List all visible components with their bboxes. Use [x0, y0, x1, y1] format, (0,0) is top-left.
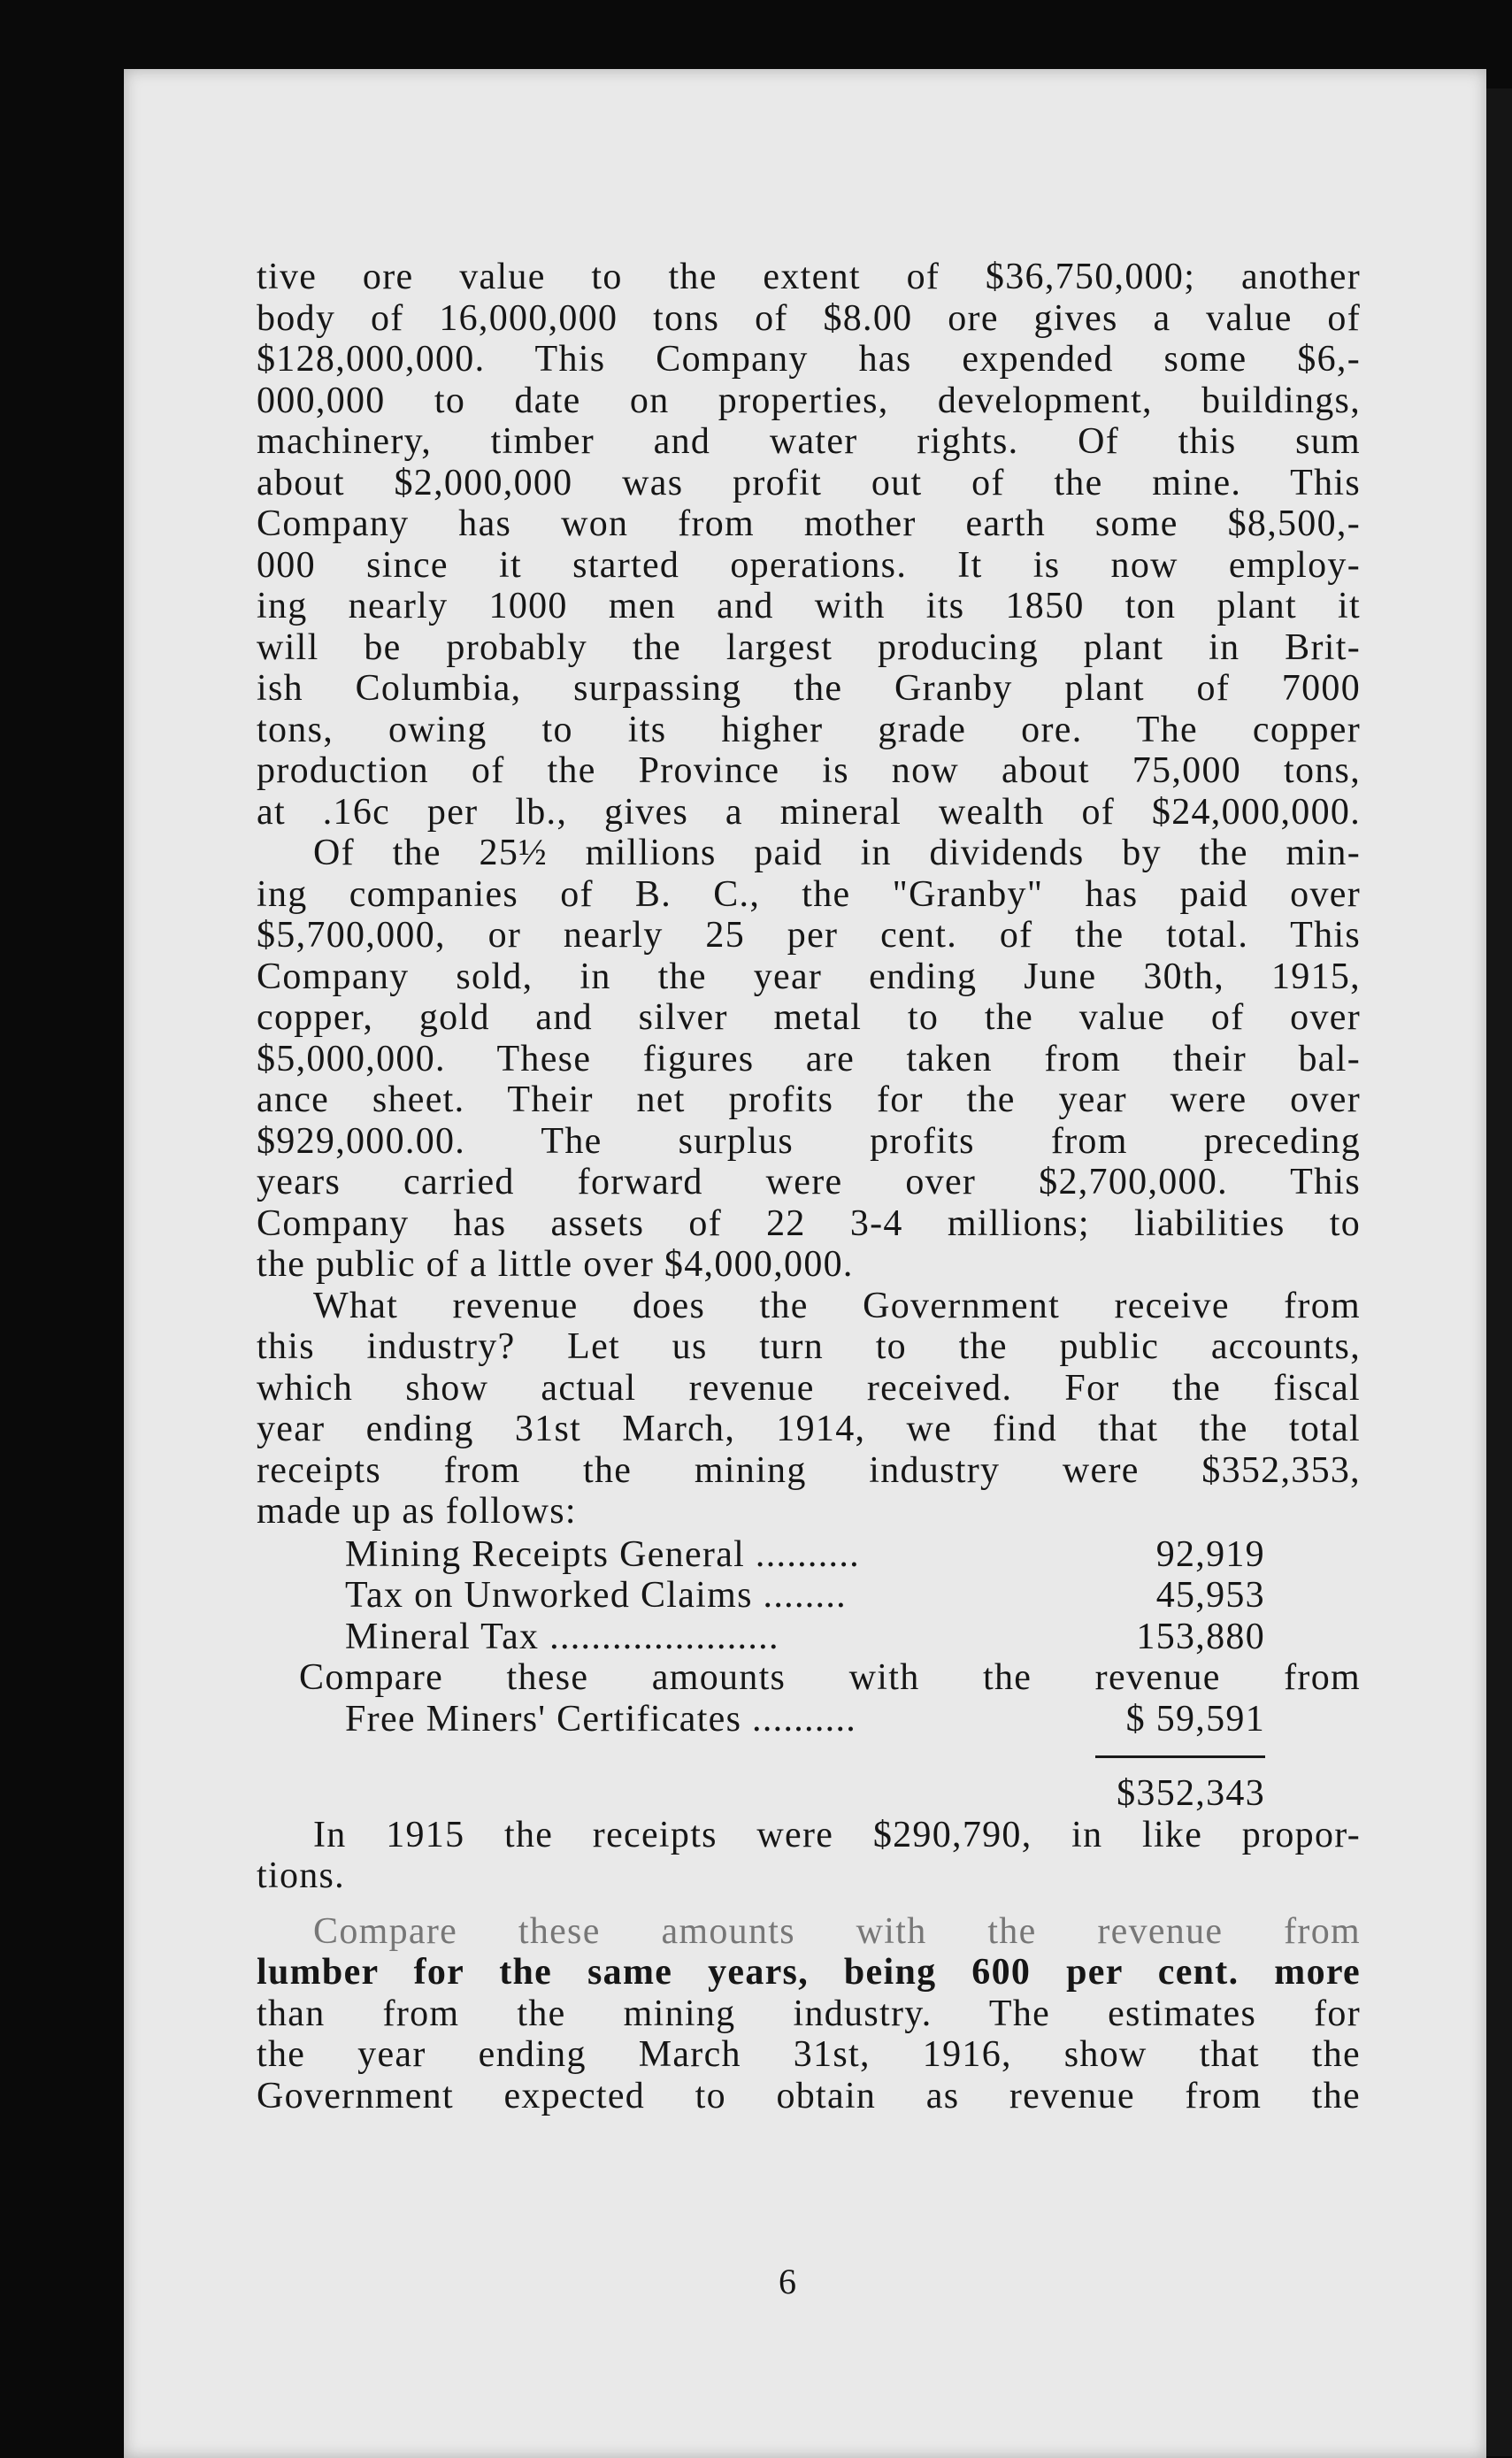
receipt-label: Mineral Tax ......................	[345, 1616, 779, 1657]
text-line: tons, owing to its higher grade ore. The copper	[257, 709, 1361, 750]
text-line: than from the mining industry. The estimates for	[257, 1993, 1361, 2034]
text-line: lumber for the same years, being 600 per cent. more	[257, 1952, 1361, 1993]
text-line: Company sold, in the year ending June 30th, 1915,	[257, 956, 1361, 997]
total-amount: $352,343	[1117, 1773, 1265, 1814]
text-line: Company has won from mother earth some $8,500,-	[257, 503, 1361, 544]
text-line: production of the Province is now about 75,000 tons,	[257, 750, 1361, 791]
paragraph-3	[257, 1286, 1361, 1532]
receipt-label: Free Miners' Certificates ..........	[345, 1698, 857, 1740]
receipt-label: Tax on Unworked Claims ........	[345, 1575, 847, 1616]
text-line: body of 16,000,000 tons of $8.00 ore gives a value of	[257, 297, 1361, 339]
paragraph-5	[257, 1911, 1361, 2117]
receipt-amount: 153,880	[1136, 1616, 1265, 1657]
text-line: Compare these amounts with the revenue from	[313, 1910, 1361, 1952]
text-line: Of the 25½ millions paid in dividends by the min-	[313, 833, 1361, 873]
paragraph-1	[257, 257, 1361, 833]
receipt-amount: 92,919	[1155, 1533, 1265, 1575]
text-line: made up as follows:	[257, 1491, 577, 1532]
compare-row	[257, 1657, 1361, 1699]
text-line: tive ore value to the extent of $36,750,000; another	[257, 257, 1361, 297]
receipt-row	[257, 1617, 1361, 1658]
text-line: will be probably the largest producing plant in Brit-	[257, 626, 1361, 668]
text-line: What revenue does the Government receive from	[313, 1285, 1361, 1326]
text-line: $929,000.00. The surplus profits from preceding	[257, 1120, 1361, 1162]
text-line: which show actual revenue received. For the fiscal	[257, 1367, 1361, 1409]
receipt-row	[257, 1699, 1361, 1740]
compare-label: Compare these amounts with the revenue from	[299, 1657, 1361, 1698]
text-line: at .16c per lb., gives a mineral wealth of $24,000,000.	[257, 791, 1361, 833]
sum-rule	[257, 1740, 1361, 1766]
text-line: tions.	[257, 1855, 345, 1896]
receipt-amount: $ 59,591	[1125, 1698, 1265, 1740]
page-number: 6	[779, 2262, 796, 2301]
paragraph-2	[257, 833, 1361, 1286]
text-line: In 1915 the receipts were $290,790, in like propor-	[313, 1814, 1361, 1855]
text-line: machinery, timber and water rights. Of this sum	[257, 421, 1361, 462]
page-body	[257, 257, 1361, 2116]
page-edge-shadow	[1486, 88, 1512, 2456]
receipt-row	[257, 1534, 1361, 1576]
text-line: copper, gold and silver metal to the value of over	[257, 997, 1361, 1038]
receipt-amount: 45,953	[1155, 1575, 1265, 1616]
receipt-label: Mining Receipts General ..........	[345, 1533, 860, 1575]
text-line: year ending 31st March, 1914, we find that the total	[257, 1409, 1361, 1449]
text-line: ance sheet. Their net profits for the year were over	[257, 1079, 1361, 1120]
receipt-row	[257, 1575, 1361, 1617]
text-line: $128,000,000. This Company has expended some $6,-	[257, 339, 1361, 380]
text-line: $5,000,000. These figures are taken from their bal-	[257, 1038, 1361, 1079]
text-line: years carried forward were over $2,700,000. This	[257, 1162, 1361, 1202]
text-line: receipts from the mining industry were $352,353,	[257, 1449, 1361, 1491]
text-line: 000 since it started operations. It is now employ-	[257, 544, 1361, 586]
text-line: $5,700,000, or nearly 25 per cent. of the total. This	[257, 915, 1361, 956]
receipts-total	[257, 1773, 1361, 1815]
text-line: Government expected to obtain as revenue from the	[257, 2075, 1361, 2116]
receipts-table	[257, 1534, 1361, 1815]
text-line: the public of a little over $4,000,000.	[257, 1244, 854, 1285]
text-line: Company has assets of 22 3-4 millions; liabilities to	[257, 1202, 1361, 1244]
text-line: about $2,000,000 was profit out of the mine. This	[257, 462, 1361, 503]
text-line: the year ending March 31st, 1916, show that the	[257, 2034, 1361, 2075]
text-line: 000,000 to date on properties, development, buildings,	[257, 380, 1361, 421]
text-line: ing nearly 1000 men and with its 1850 ton plant it	[257, 586, 1361, 626]
text-line: this industry? Let us turn to the public accounts,	[257, 1326, 1361, 1367]
paragraph-4	[257, 1815, 1361, 1897]
text-line: ing companies of B. C., the "Granby" has paid over	[257, 873, 1361, 915]
text-line: ish Columbia, surpassing the Granby plant of 7000	[257, 668, 1361, 709]
